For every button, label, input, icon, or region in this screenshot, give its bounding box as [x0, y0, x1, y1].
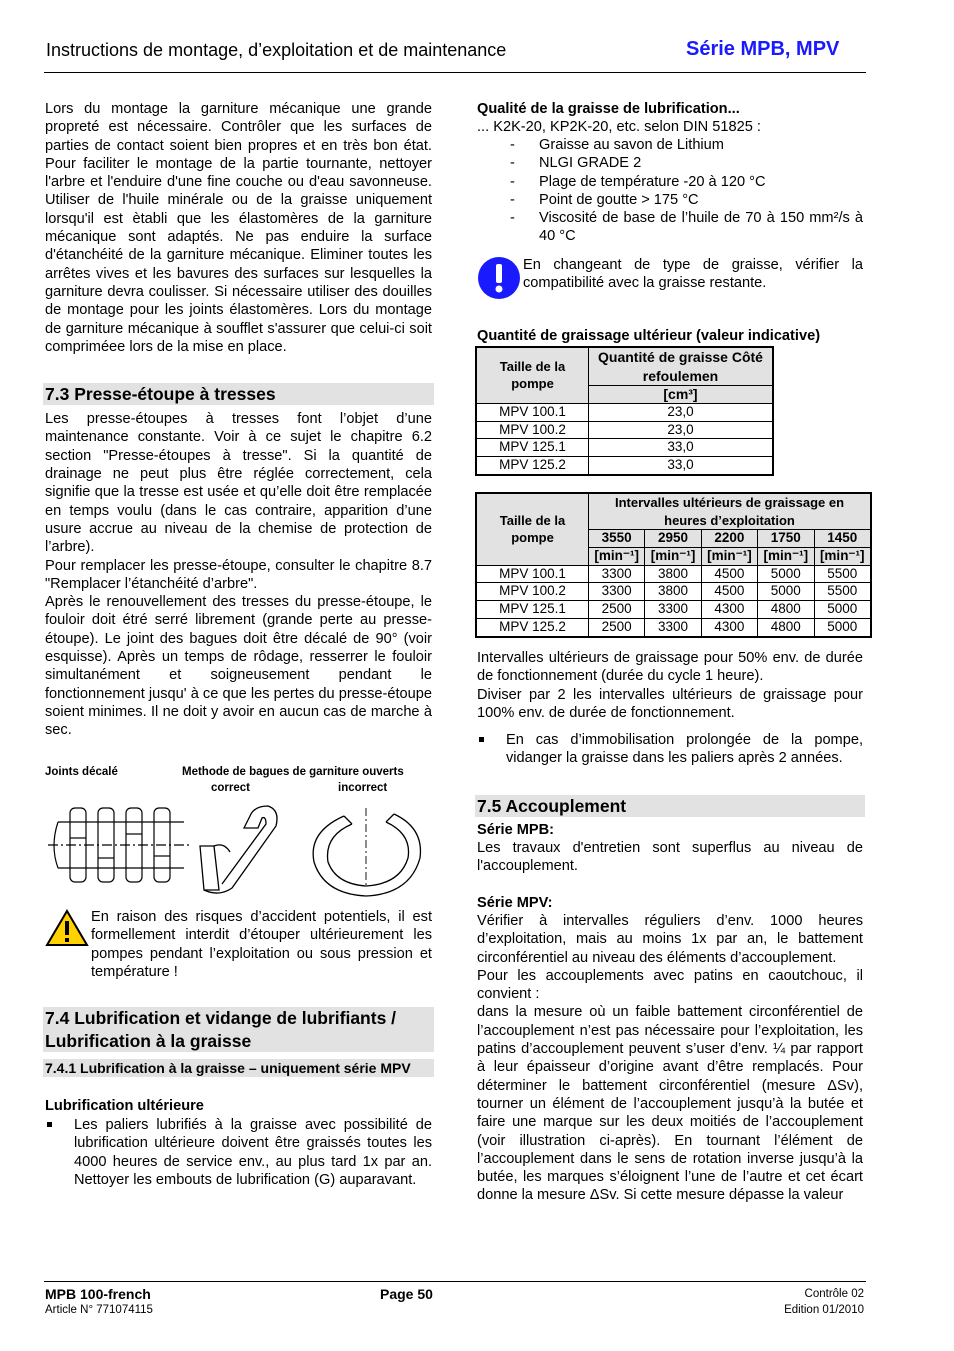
section-7-4-1-title: 7.4.1 Lubrification à la graisse – uniquement série MPV: [43, 1059, 434, 1077]
correct-ring-drawing: [200, 806, 277, 893]
incorrect-ring-drawing: [313, 808, 420, 896]
table-header: [min⁻¹]: [701, 547, 757, 565]
lubrication-list: [45, 1116, 432, 1189]
table-header: [min⁻¹]: [645, 547, 701, 565]
lubrication-title: Lubrification ultérieure: [45, 1098, 204, 1114]
interval-paragraph-2: Diviser par 2 les intervalles ultérieurs de graissage pour 100% env. de durée de fonctionnement.: [477, 686, 863, 721]
footer-control: Contrôle 02: [804, 1288, 864, 1300]
table-header: Taille de la pompe: [476, 493, 589, 565]
table-header: Taille de la pompe: [476, 347, 589, 403]
table-header: 1450: [814, 530, 871, 548]
grease-quality-title: Qualité de la graisse de lubrification...: [477, 101, 740, 117]
section-7-3-p2: Pour remplacer les presse-étoupe, consulter le chapitre 8.7 "Remplacer l’étanchéité d’arbre".: [45, 557, 432, 592]
list-item: - Viscosité de base de l’huile de 70 à 150 mm²/s à 40 °C: [477, 209, 863, 246]
table-row: MPV 125.1 33,0: [476, 439, 773, 457]
section-7-3-p1: Les presse-étoupes à tresses font l’objet d’une maintenance constante. Voir à ce sujet le chapitre 6.2 section "Presse-étoupes à tresse". Si la quantité de drainage ne peut plus être réglée correctement, cela signifie que la tresse est usée et qu’elle doit être remplacée en temps voulu (dans le cas contraire, apparition d’une usure accrue au niveau de la chemise de protection de l’arbre).: [45, 411, 432, 556]
mpv-paragraph-2: Pour les accouplements avec patins en caoutchouc, il convient :: [477, 967, 863, 1003]
section-7-3-p3: Après le renouvellement des tresses du presse-étoupe, le fouloir doit étré serré librement (grande perte au presse-étoupe). Le joint des bagues doit être décalé de 90° (voir esquisse). Après un temps de rôdage, resserrer le fouloir simultanément et soigneusement pendant le fonctionnement jusqu' à ce que les pertes du presse-étoupe soient minimes. Il ne doit y avoir en aucun cas de marche à sec.: [45, 594, 432, 739]
grease-quantity-table: [475, 346, 774, 476]
table-row: MPV 125.2 2500 3300 4300 4800 5000: [476, 618, 871, 636]
table-header: [min⁻¹]: [814, 547, 871, 565]
quantity-title: Quantité de graissage ultérieur (valeur indicative): [477, 328, 821, 344]
section-7-5-title: 7.5 Accouplement: [475, 795, 865, 817]
table-row: MPV 100.1 3300 3800 4500 5000 5500: [476, 565, 871, 583]
mpv-title: Série MPV:: [477, 894, 553, 911]
interval-list: [477, 731, 863, 768]
table-header: 3550: [589, 530, 645, 548]
notice-exclamation-icon: [477, 256, 521, 300]
table-header: Intervalles ultérieurs de graissage en heures d’exploitation: [589, 493, 872, 530]
header-divider: [44, 72, 866, 73]
intro-paragraph: Lors du montage la garniture mécanique une grande propreté est nécessaire. Contrôler que les surfaces de parties de contact soient bien propres et en très bon état. Pour faciliter le montage de la partie tournante, nettoyer l'arbre et l'enduire d'une fine couche ou d'eau savonneuse. Utiliser de l'huile minérale ou de la graisse uniquement lorsqu'il est ètabli que les élastomères de la garniture mécanique sont adaptés. Ne pas enduire la surface d'étanchéité de la garniture mécanique. Eliminer toutes les arrêtes vives et les bavures des surfaces sur lesquelles la garniture devra coulisser. Si nécessaire utiliser des douilles de montage pour les joints élastomères. Lors du montage de garniture mécanique à soufflet s'assurer que celui-ci soit compriméee lors de la mise en place.: [45, 101, 432, 355]
warning-text: En raison des risques d’accident potentiels, il est formellement interdit d’étouper ultérieurement les pompes pendant l’exploitation ou sous pression et température !: [91, 909, 432, 980]
packing-rings-figure: [44, 798, 436, 898]
footer-edition: Edition 01/2010: [784, 1304, 864, 1316]
header-title: Instructions de montage, d’exploitation et de maintenance: [46, 40, 507, 60]
notice-text: En changeant de type de graisse, vérifier la compatibilité avec la graisse restante.: [523, 257, 863, 292]
table-header: 2950: [645, 530, 701, 548]
list-item: Les paliers lubrifiés à la graisse avec possibilité de lubrification ultérieure doivent être graissés toutes les 4000 heures de service env., au plus tard 1x par an. Nettoyer les embouts de lubrification (G) auparavant.: [45, 1116, 432, 1189]
grease-quality-line: ... K2K-20, KP2K-20, etc. selon DIN 51825 :: [477, 119, 761, 135]
mpv-paragraph-1: Vérifier à intervalles réguliers d’env. 1000 heures d’exploitation, mais au moins 1x par an, le battement circonférentiel au niveau des éléments d’accouplement.: [477, 912, 863, 966]
fig-label-incorrect: incorrect: [338, 782, 388, 794]
footer-page: Page 50: [380, 1286, 433, 1302]
table-row: MPV 100.2 3300 3800 4500 5000 5500: [476, 583, 871, 601]
footer-divider: [44, 1281, 866, 1282]
table-header: [min⁻¹]: [589, 547, 645, 565]
footer-doc: MPB 100-french: [45, 1286, 151, 1302]
table-row: MPV 125.1 2500 3300 4300 4800 5000: [476, 601, 871, 619]
mpv-paragraph-3: dans la mesure où un faible battement circonférentiel de l’accouplement n’est pas nécessaire pour l’exploitation, les patins d’accouplement peuvent s’user d’env. ¼ par rapport à leur épaisseur d’origine avant d’être remplacés. Pour déterminer le battement circonférentiel (mesure ΔSv), tourner un élément de l’accouplement jusqu’à la butée et faire une marque sur les deux moitiés de l’accouplement (voir illustration ci-après). En tournant l’élément de l’accouplement dans le sens de rotation inverse jusqu’à la butée, les marques s’éloignent l’une de l’autre et cet écart donne la mesure ΔSv. Si cette mesure dépasse la valeur: [477, 1004, 863, 1204]
table-header: [cm³]: [589, 386, 774, 404]
table-row: MPV 100.2 23,0: [476, 421, 773, 439]
table-row: MPV 125.2 33,0: [476, 457, 773, 475]
header-series: Série MPB, MPV: [686, 38, 840, 60]
grease-interval-table: [475, 492, 872, 638]
grease-quality-list: [477, 136, 863, 246]
fig-label-joints: Joints décalé: [45, 766, 118, 778]
list-item: - Point de goutte > 175 °C: [477, 191, 863, 209]
list-item: - Graisse au savon de Lithium: [477, 136, 863, 154]
fig-label-method: Methode de bagues de garniture ouverts: [182, 766, 404, 778]
left-column: [45, 100, 432, 740]
table-header: [min⁻¹]: [758, 547, 814, 565]
table-header: 2200: [701, 530, 757, 548]
right-lower-column: [477, 649, 863, 1205]
list-item: En cas d’immobilisation prolongée de la pompe, vidanger la graisse dans les paliers après 2 années.: [477, 731, 863, 768]
table-header: Quantité de graisse Côté refoulemen: [589, 347, 774, 386]
mpb-title: Série MPB:: [477, 821, 555, 838]
list-item: - NLGI GRADE 2: [477, 154, 863, 172]
section-7-4-title: 7.4 Lubrification et vidange de lubrifiants / Lubrification à la graisse: [43, 1007, 434, 1052]
footer-article: Article N° 771074115: [45, 1304, 153, 1316]
table-row: MPV 100.1 23,0: [476, 403, 773, 421]
warning-triangle-icon: [45, 909, 89, 947]
section-7-3-title: 7.3 Presse-étoupe à tresses: [43, 383, 434, 405]
interval-paragraph-1: Intervalles ultérieurs de graissage pour 50% env. de durée de fonctionnement (durée du cycle 1 heure).: [477, 650, 863, 685]
table-header: 1750: [758, 530, 814, 548]
list-item: - Plage de température -20 à 120 °C: [477, 173, 863, 191]
shaft-drawing: [48, 808, 190, 882]
fig-label-correct: correct: [211, 782, 250, 794]
mpb-text: Les travaux d'entretien sont superflus au niveau de l'accouplement.: [477, 840, 863, 875]
